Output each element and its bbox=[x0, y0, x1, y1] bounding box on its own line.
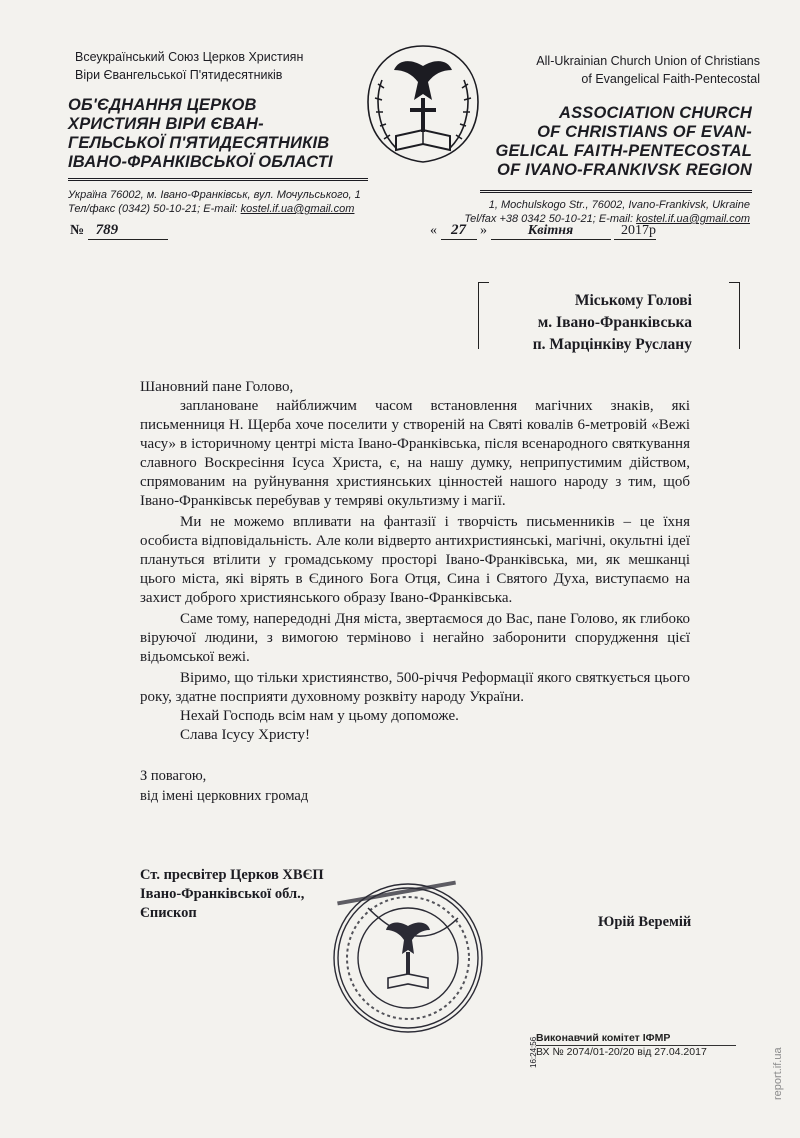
document-date bbox=[430, 222, 656, 240]
contact-phone: Тел/факс (0342) 50-10-21; E-mail: bbox=[68, 203, 241, 215]
closing bbox=[140, 766, 308, 806]
salutation: Шановний пане Голово, bbox=[140, 379, 294, 395]
number-value: 789 bbox=[88, 222, 168, 240]
addressee-line: п. Марцінківу Руслану bbox=[532, 336, 692, 353]
official-seal-icon bbox=[328, 878, 488, 1038]
registration-stamp bbox=[536, 1032, 736, 1059]
document-number bbox=[70, 222, 168, 240]
union-name-english bbox=[536, 52, 760, 88]
addressee-line: м. Івано-Франківська bbox=[537, 314, 692, 331]
signatory-title bbox=[140, 866, 324, 923]
addressee-line: Міському Голові bbox=[574, 292, 692, 309]
body-paragraph: Віримо, що тільки християнство, 500-річчя Реформації якого святкується цього року, здатне посприяти духовному розквіту народу України. bbox=[140, 670, 690, 705]
date-month: Квітня bbox=[491, 223, 611, 240]
body-paragraph: Нехай Господь всім нам у цьому допоможе. bbox=[180, 708, 459, 724]
church-emblem-icon bbox=[360, 40, 486, 180]
signatory-line: Івано-Франківської обл., bbox=[140, 886, 305, 902]
header-divider-right bbox=[480, 190, 752, 193]
email-link[interactable]: kostel.if.ua@gmail.com bbox=[240, 203, 355, 215]
date-day: 27 bbox=[441, 222, 477, 240]
body-paragraph: заплановане найближчим часом встановлення магічних знаків, які письменниця Н. Щерба хоче поселити у створеній на Святі ковалів 6-метровій «Вежі часу» в історичному центрі міста Івано-Франківська, після всенародного святкування славного Воскресіння Ісуса Христа, є, на нашу думку, неприпустимим дійством, спрямованим на руйнування християнських цінностей нашого народу з тим, щоб Івано-Франківськ перебував у темряві окультизму і магії. bbox=[140, 398, 690, 509]
header-line: GELICAL FAITH-PENTECOSTAL bbox=[495, 142, 752, 160]
date-year: 2017р bbox=[614, 223, 656, 240]
email-link[interactable]: kostel.if.ua@gmail.com bbox=[636, 213, 750, 225]
address-ukrainian bbox=[68, 188, 361, 216]
association-name-ukrainian bbox=[68, 96, 333, 172]
closing-line: З повагою, bbox=[140, 768, 207, 784]
header-line: ХРИСТИЯН ВІРИ ЄВАН- bbox=[68, 115, 264, 133]
header-line: ІВАНО-ФРАНКІВСЬКОЇ ОБЛАСТІ bbox=[68, 153, 333, 171]
header-line: OF CHRISTIANS OF EVAN- bbox=[537, 123, 752, 141]
address-line: 1, Mochulskogo Str., 76002, Ivano-Frankivsk, Ukraine bbox=[488, 199, 750, 211]
signatory-line: Ст. пресвітер Церков ХВЄП bbox=[140, 867, 324, 883]
header-line: Всеукраїнський Союз Церков Християн bbox=[75, 50, 304, 64]
header-line: OF IVANO-FRANKIVSK REGION bbox=[497, 161, 752, 179]
registration-time: 16:24:56 bbox=[529, 1036, 538, 1068]
association-name-english bbox=[496, 104, 752, 180]
header-line: ГЕЛЬСЬКОЇ П'ЯТИДЕСЯТНИКІВ bbox=[68, 134, 330, 152]
date-quote-close: » bbox=[480, 223, 487, 238]
number-label: № bbox=[70, 223, 85, 238]
registration-number: ВХ № 2074/01-20/20 від 27.04.2017 bbox=[536, 1045, 736, 1059]
address-line: Україна 76002, м. Івано-Франківськ, вул. Мочульського, 1 bbox=[68, 189, 361, 201]
signatory-name: Юрій Веремій bbox=[598, 914, 692, 930]
body-paragraph: Саме тому, напередодні Дня міста, звертаємося до Вас, пане Голово, як глибоко віруючої людини, з вимогою терміново і негайно заборонити спорудження цієї відьомської вежі. bbox=[140, 611, 690, 665]
header-line: ОБ'ЄДНАННЯ ЦЕРКОВ bbox=[68, 96, 257, 114]
signatory-line: Єпископ bbox=[140, 905, 197, 921]
header-line: of Evangelical Faith-Pentecostal bbox=[581, 72, 760, 86]
site-watermark: report.if.ua bbox=[772, 1047, 784, 1100]
body-paragraph: Ми не можемо впливати на фантазії і творчість письменників – це їхня особиста відповідальність. Але коли відверто антихристиянські, магічні, окультні ідеї плануться втілити у громадському просторі Івано-Франківська, ми, як мешканці цього міста, які вірять в Єдиного Бога Отця, Сина і Святого Духа, виступаємо на захист доброго християнського образу Івано-Франківська. bbox=[140, 514, 690, 606]
header-line: Віри Євангельської П'ятидесятників bbox=[75, 68, 283, 82]
contact-line bbox=[68, 202, 361, 216]
union-name-ukrainian bbox=[75, 48, 303, 84]
body-paragraph: Слава Ісусу Христу! bbox=[180, 727, 310, 743]
header-line: All-Ukrainian Church Union of Christians bbox=[536, 54, 760, 68]
registration-office: Виконавчий комітет ІФМР bbox=[536, 1032, 671, 1044]
contact-phone: Tel/fax +38 0342 50-10-21; E-mail: bbox=[464, 213, 637, 225]
letter-body bbox=[140, 378, 690, 745]
closing-line: від імені церковних громад bbox=[140, 788, 309, 804]
header-line: ASSOCIATION CHURCH bbox=[558, 104, 752, 122]
date-quote-open: « bbox=[430, 223, 437, 238]
addressee-block bbox=[478, 282, 740, 354]
header-divider-left bbox=[68, 178, 368, 181]
